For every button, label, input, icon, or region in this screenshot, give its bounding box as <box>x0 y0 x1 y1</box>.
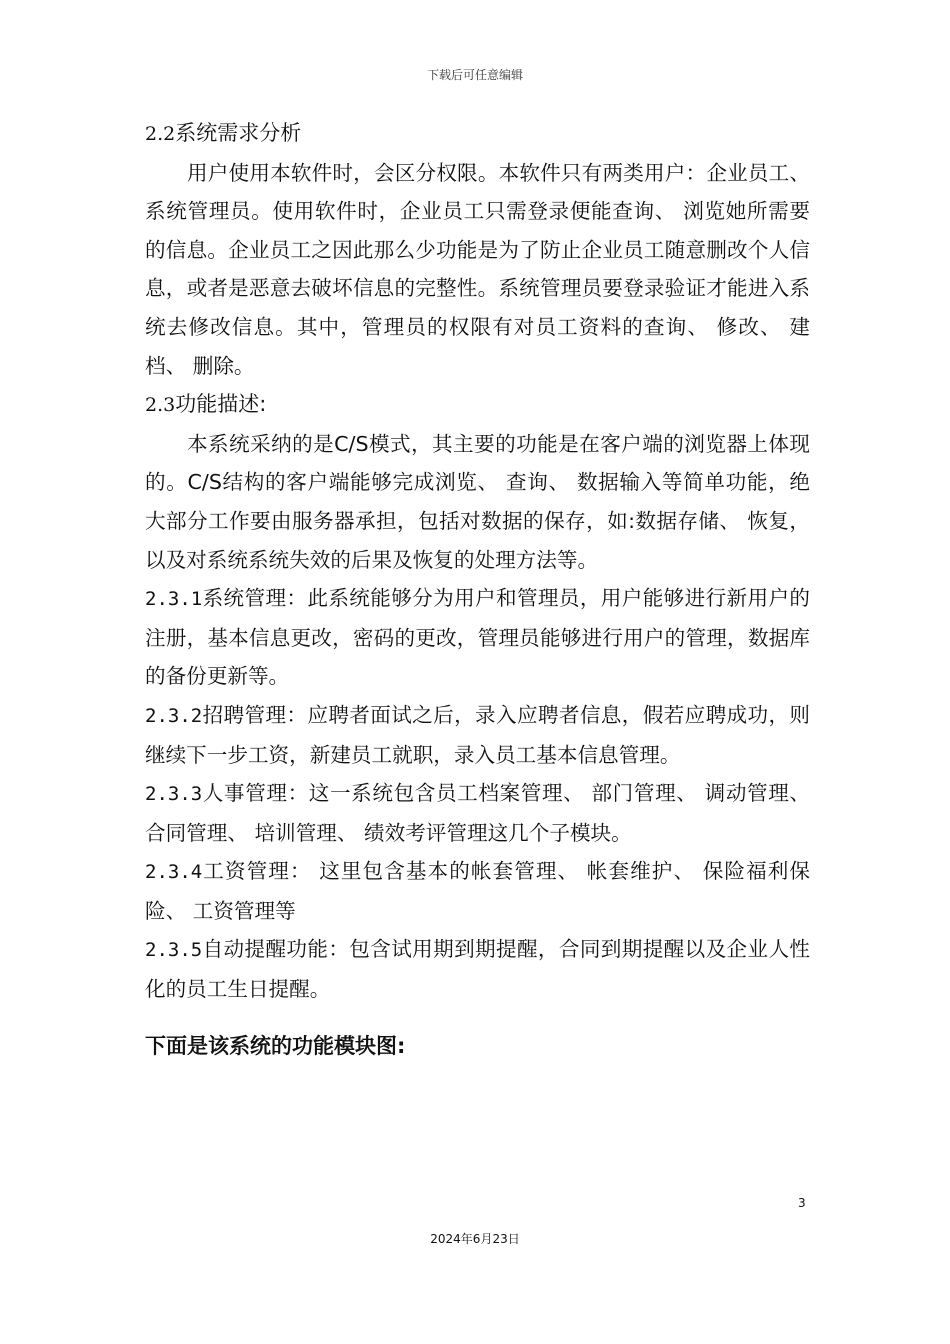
section-2-2-heading <box>145 114 810 154</box>
section-text: 系统管理：此系统能够分为用户和管理员，用户能够进行新用户的注册，基本信息更改，密码的更改，管理员能够进行用户的管理，数据库的备份更新等。 <box>145 586 810 689</box>
section-2-3-3-paragraph <box>145 774 810 852</box>
section-number: 2.3.4 <box>145 861 203 884</box>
section-2-3-1-paragraph <box>145 579 810 696</box>
section-number: 2.2 <box>145 123 176 145</box>
section-2-3-heading <box>145 385 810 425</box>
spacer <box>145 1009 810 1027</box>
section-2-2-paragraph: 用户使用本软件时，会区分权限。本软件只有两类用户：企业员工、 系统管理员。使用软件时，企业员工只需登录便能查询、 浏览她所需要的信息。企业员工之因此那么少功能是为了防止企业员工随意删改个人信息，或者是恶意去破坏信息的完整性。系统管理员要登录验证才能进入系统去修改信息。其中，管理员的权限有对员工资料的查询、 修改、 建档、 删除。 <box>145 160 810 378</box>
section-number: 2.3 <box>145 394 176 417</box>
document-body <box>145 114 810 1065</box>
section-2-3-4-paragraph <box>145 852 810 930</box>
section-number: 2.3.1 <box>145 588 203 611</box>
footer-date: 2024年6月23日 <box>430 1232 520 1246</box>
diagram-heading: 下面是该系统的功能模块图: <box>145 1033 406 1058</box>
page-number: 3 <box>798 1196 806 1210</box>
section-2-3-5-paragraph <box>145 930 810 1008</box>
section-text: 人事管理：这一系统包含员工档案管理、 部门管理、 调动管理、 合同管理、 培训管理、 绩效考评管理这几个子模块。 <box>145 781 810 845</box>
section-text: 自动提醒功能：包含试用期到期提醒，合同到期提醒以及企业人性化的员工生日提醒。 <box>145 937 810 1002</box>
section-2-3-paragraph: 本系统采纳的是C/S模式，其主要的功能是在客户端的浏览器上体现的。C/S结构的客户端能够完成浏览、 查询、 数据输入等简单功能，绝大部分工作要由服务器承担，包括对数据的保存，如:数据存储、 恢复，以及对系统系统失效的后果及恢复的处理方法等。 <box>145 431 810 572</box>
page-header: 下载后可任意编辑 <box>426 68 523 82</box>
section-2-3-2-paragraph <box>145 696 810 774</box>
section-number: 2.3.2 <box>145 704 203 727</box>
section-text: 招聘管理：应聘者面试之后，录入应聘者信息，假若应聘成功，则继续下一步工资，新建员工就职，录入员工基本信息管理。 <box>145 702 810 767</box>
section-text: 工资管理： 这里包含基本的帐套管理、 帐套维护、 保险福利保险、 工资管理等 <box>145 859 810 923</box>
section-number: 2.3.3 <box>145 783 203 806</box>
section-title: 系统需求分析 <box>175 121 302 145</box>
section-number: 2.3.5 <box>145 939 203 962</box>
section-title: 功能描述: <box>175 392 267 417</box>
